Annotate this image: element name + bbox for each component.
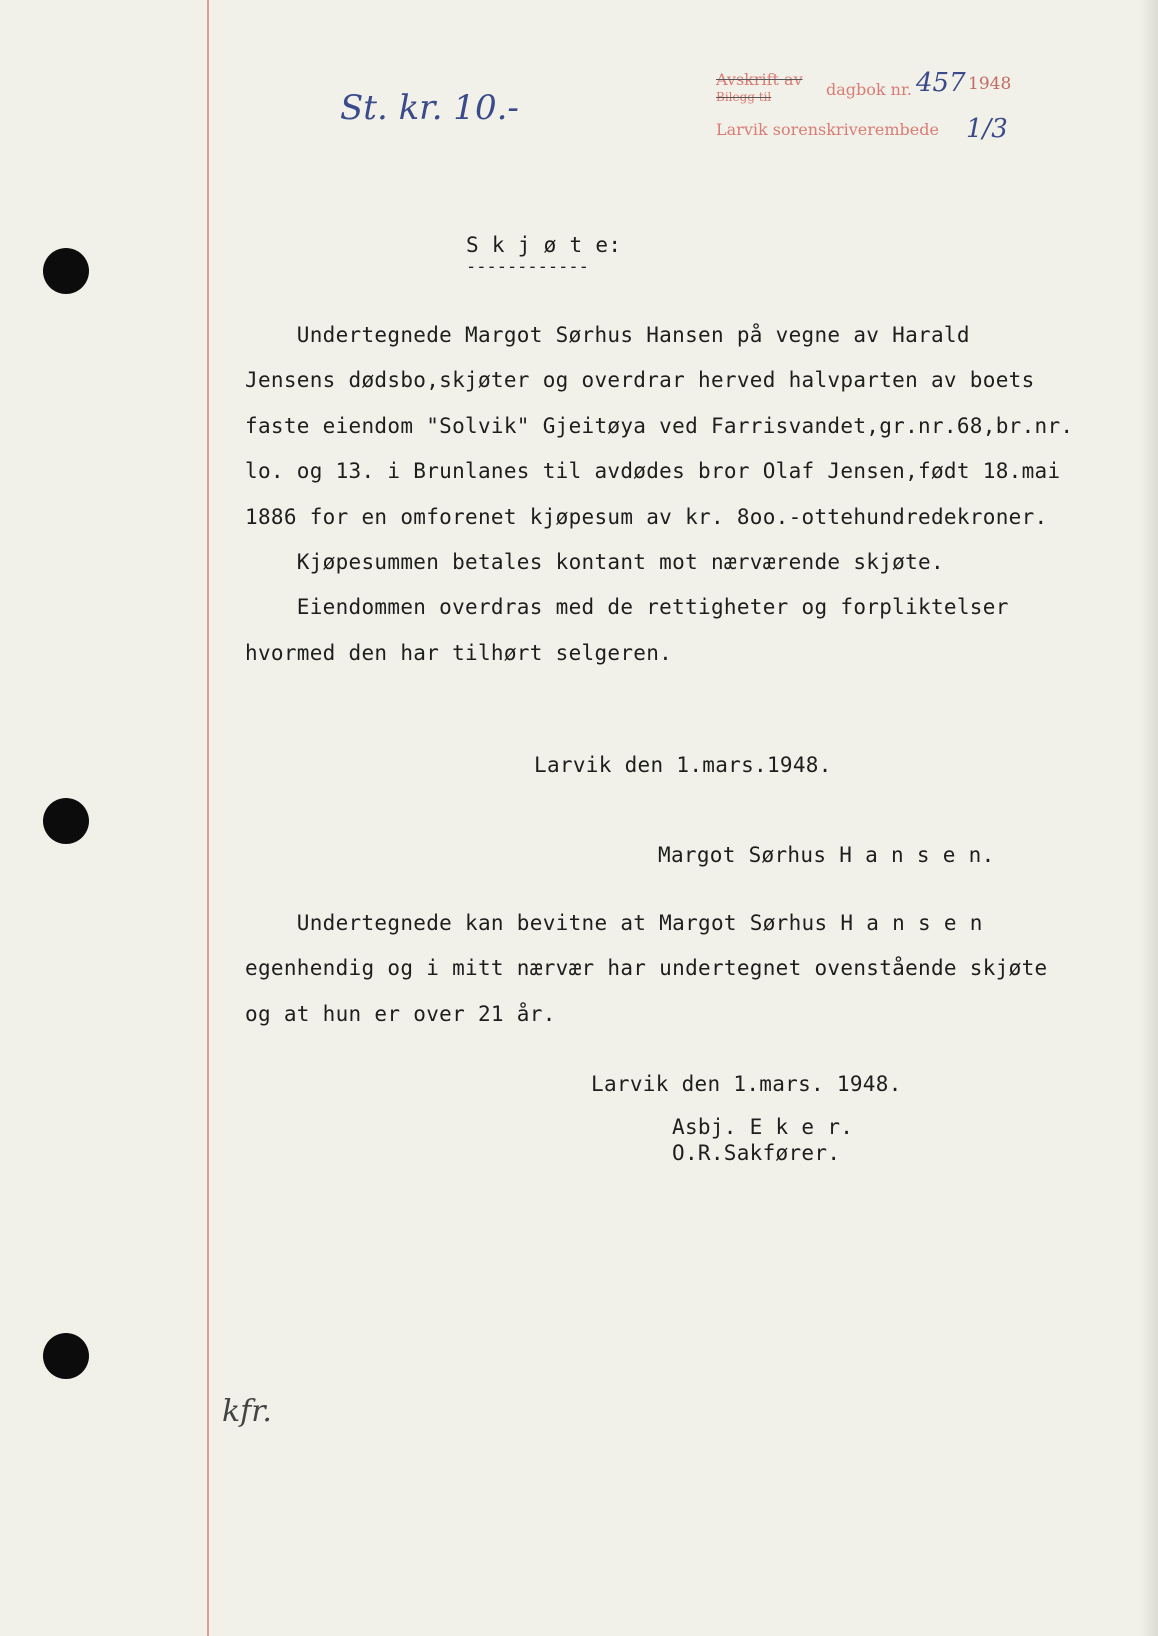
witness-line: og at hun er over 21 år. (245, 1002, 556, 1026)
punch-hole-middle (43, 798, 89, 844)
punch-hole-bottom (43, 1333, 89, 1379)
handwritten-fee: St. kr. 10.- (340, 88, 519, 128)
deed-line: Jensens dødsbo,skjøter og overdrar herved halvparten av boets (245, 368, 1035, 392)
stamp-bilegg: Bilegg til (716, 90, 772, 104)
scan-edge (1140, 0, 1158, 1636)
stamp-dagbok-label: dagbok nr. (826, 80, 912, 99)
stamp-office: Larvik sorenskriverembede (716, 120, 939, 139)
deed-line: hvormed den har tilhørt selgeren. (245, 641, 673, 665)
title-underline: ------------ (466, 257, 589, 277)
witness-line: egenhendig og i mitt nærvær har undertegnet ovenstående skjøte (245, 956, 1048, 980)
stamp-year: 1948 (968, 74, 1012, 94)
registry-stamp (716, 70, 1046, 160)
place-date-witness: Larvik den 1.mars. 1948. (591, 1072, 902, 1096)
deed-line: 1886 for en omforenet kjøpesum av kr. 8oo.-ottehundredekroner. (245, 505, 1048, 529)
deed-line: Kjøpesummen betales kontant mot nærværende skjøte. (245, 550, 944, 574)
stamp-avskrift: Avskrift av (716, 70, 803, 89)
place-date-deed: Larvik den 1.mars.1948. (534, 753, 832, 777)
seller-signature: Margot Sørhus H a n s e n. (658, 843, 995, 867)
deed-line: lo. og 13. i Brunlanes til avdødes bror Olaf Jensen,født 18.mai (245, 459, 1061, 483)
witness-title: O.R.Sakfører. (672, 1141, 841, 1165)
punch-hole-top (43, 248, 89, 294)
deed-line: Eiendommen overdras med de rettigheter og forpliktelser (245, 595, 1009, 619)
margin-line (207, 0, 209, 1636)
witness-line: Undertegnede kan bevitne at Margot Sørhus H a n s e n (245, 911, 983, 935)
witness-name: Asbj. E k e r. (672, 1115, 854, 1139)
deed-line: faste eiendom "Solvik" Gjeitøya ved Farrisvandet,gr.nr.68,br.nr. (245, 414, 1074, 438)
stamp-date: 1/3 (966, 114, 1008, 144)
document-title: S k j ø t e: (466, 233, 622, 257)
deed-line: Undertegnede Margot Sørhus Hansen på vegne av Harald (245, 323, 970, 347)
stamp-dagbok-number: 457 (916, 68, 966, 98)
handwritten-initials: kfr. (222, 1394, 272, 1429)
